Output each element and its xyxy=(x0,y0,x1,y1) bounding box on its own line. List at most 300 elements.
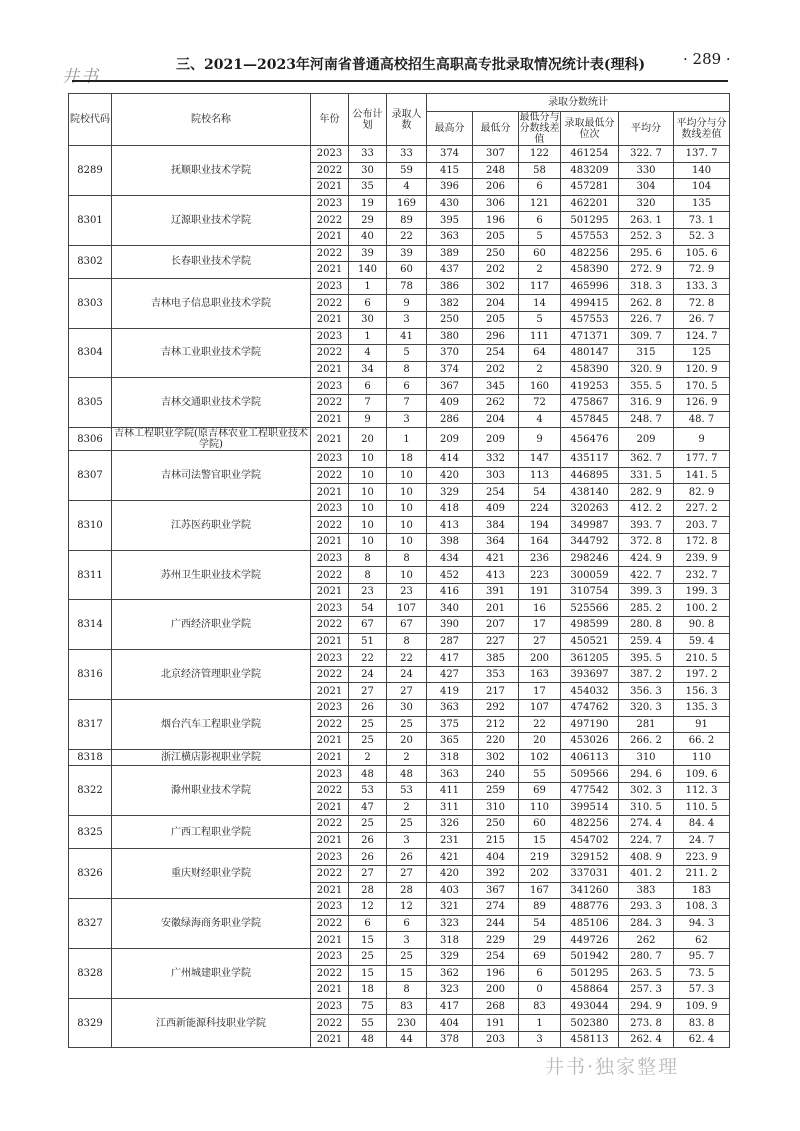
col-avg-diff: 平均分与分数线差值 xyxy=(674,112,730,146)
cell-diff: 223 xyxy=(519,567,561,584)
cell-diff: 194 xyxy=(519,517,561,534)
table-row xyxy=(69,278,730,295)
cell-diff: 6 xyxy=(519,965,561,982)
cell-avg: 393. 7 xyxy=(619,517,674,534)
cell-diff: 69 xyxy=(519,948,561,965)
cell-admitted: 25 xyxy=(387,948,427,965)
cell-min: 345 xyxy=(473,378,519,395)
cell-max: 409 xyxy=(427,394,473,411)
school-code: 8289 xyxy=(69,146,112,196)
cell-max: 390 xyxy=(427,617,473,634)
table-row xyxy=(69,998,730,1015)
cell-rank: 438140 xyxy=(561,484,619,501)
cell-avg: 310 xyxy=(619,749,674,766)
cell-min: 204 xyxy=(473,295,519,312)
cell-plan: 8 xyxy=(349,550,387,567)
cell-avg: 309. 7 xyxy=(619,328,674,345)
cell-avg-diff: 120. 9 xyxy=(674,361,730,378)
cell-min: 307 xyxy=(473,146,519,163)
cell-min: 421 xyxy=(473,550,519,567)
school-name: 抚顺职业技术学院 xyxy=(112,146,311,196)
cell-avg-diff: 9 xyxy=(674,428,730,451)
cell-min: 296 xyxy=(473,328,519,345)
cell-avg-diff: 59. 4 xyxy=(674,633,730,650)
cell-admitted: 60 xyxy=(387,262,427,279)
cell-min: 292 xyxy=(473,700,519,717)
cell-year: 2022 xyxy=(311,162,349,179)
cell-max: 365 xyxy=(427,733,473,750)
cell-admitted: 27 xyxy=(387,865,427,882)
cell-min: 204 xyxy=(473,411,519,428)
cell-rank: 462201 xyxy=(561,195,619,212)
cell-rank: 501942 xyxy=(561,948,619,965)
table-row xyxy=(69,500,730,517)
cell-max: 370 xyxy=(427,345,473,362)
cell-diff: 4 xyxy=(519,411,561,428)
cell-max: 380 xyxy=(427,328,473,345)
cell-max: 417 xyxy=(427,650,473,667)
table-row xyxy=(69,849,730,866)
cell-max: 403 xyxy=(427,882,473,899)
cell-admitted: 20 xyxy=(387,733,427,750)
cell-plan: 10 xyxy=(349,534,387,551)
cell-admitted: 10 xyxy=(387,517,427,534)
cell-diff: 72 xyxy=(519,394,561,411)
cell-plan: 8 xyxy=(349,567,387,584)
cell-rank: 465996 xyxy=(561,278,619,295)
cell-avg: 273. 8 xyxy=(619,1015,674,1032)
cell-min: 201 xyxy=(473,600,519,617)
cell-plan: 30 xyxy=(349,311,387,328)
cell-plan: 10 xyxy=(349,484,387,501)
cell-min: 353 xyxy=(473,666,519,683)
cell-year: 2021 xyxy=(311,932,349,949)
table-row xyxy=(69,700,730,717)
cell-max: 231 xyxy=(427,832,473,849)
cell-min: 302 xyxy=(473,749,519,766)
cell-avg-diff: 73. 5 xyxy=(674,965,730,982)
cell-avg: 263. 5 xyxy=(619,965,674,982)
cell-min: 409 xyxy=(473,500,519,517)
col-stats-group: 录取分数统计 xyxy=(427,94,730,112)
cell-avg-diff: 108. 3 xyxy=(674,899,730,916)
cell-max: 329 xyxy=(427,484,473,501)
cell-rank: 502380 xyxy=(561,1015,619,1032)
school-code: 8310 xyxy=(69,500,112,550)
school-code: 8314 xyxy=(69,600,112,650)
table-row xyxy=(69,749,730,766)
cell-avg-diff: 211. 2 xyxy=(674,865,730,882)
cell-avg: 320 xyxy=(619,195,674,212)
cell-admitted: 25 xyxy=(387,716,427,733)
cell-max: 318 xyxy=(427,749,473,766)
cell-rank: 493044 xyxy=(561,998,619,1015)
school-name: 北京经济管理职业学院 xyxy=(112,650,311,700)
cell-plan: 15 xyxy=(349,965,387,982)
cell-diff: 54 xyxy=(519,484,561,501)
cell-min: 250 xyxy=(473,816,519,833)
school-name: 吉林司法警官职业学院 xyxy=(112,451,311,501)
cell-min: 254 xyxy=(473,345,519,362)
cell-plan: 26 xyxy=(349,700,387,717)
cell-max: 386 xyxy=(427,278,473,295)
cell-max: 363 xyxy=(427,228,473,245)
cell-avg-diff: 24. 7 xyxy=(674,832,730,849)
cell-rank: 497190 xyxy=(561,716,619,733)
cell-rank: 499415 xyxy=(561,295,619,312)
cell-rank: 435117 xyxy=(561,451,619,468)
cell-max: 419 xyxy=(427,683,473,700)
cell-max: 434 xyxy=(427,550,473,567)
cell-rank: 454702 xyxy=(561,832,619,849)
cell-avg: 252. 3 xyxy=(619,228,674,245)
cell-min: 302 xyxy=(473,278,519,295)
cell-year: 2021 xyxy=(311,311,349,328)
cell-max: 420 xyxy=(427,865,473,882)
school-name: 广西工程职业学院 xyxy=(112,816,311,849)
cell-admitted: 25 xyxy=(387,816,427,833)
cell-admitted: 59 xyxy=(387,162,427,179)
cell-diff: 60 xyxy=(519,245,561,262)
cell-admitted: 67 xyxy=(387,617,427,634)
cell-admitted: 12 xyxy=(387,899,427,916)
cell-admitted: 8 xyxy=(387,361,427,378)
cell-min: 203 xyxy=(473,1031,519,1048)
cell-max: 396 xyxy=(427,179,473,196)
table-row xyxy=(69,766,730,783)
school-name: 江苏医药职业学院 xyxy=(112,500,311,550)
cell-rank: 525566 xyxy=(561,600,619,617)
cell-admitted: 10 xyxy=(387,467,427,484)
cell-avg-diff: 137. 7 xyxy=(674,146,730,163)
cell-avg-diff: 124. 7 xyxy=(674,328,730,345)
cell-diff: 163 xyxy=(519,666,561,683)
cell-avg-diff: 112. 3 xyxy=(674,782,730,799)
cell-diff: 22 xyxy=(519,716,561,733)
cell-avg: 224. 7 xyxy=(619,832,674,849)
cell-avg: 294. 6 xyxy=(619,766,674,783)
page-title: 三、2021—2023年河南省普通高校招生高职高专批录取情况统计表(理科) xyxy=(176,57,646,73)
cell-avg: 262 xyxy=(619,932,674,949)
cell-admitted: 28 xyxy=(387,882,427,899)
cell-admitted: 53 xyxy=(387,782,427,799)
cell-avg: 356. 3 xyxy=(619,683,674,700)
cell-max: 452 xyxy=(427,567,473,584)
cell-admitted: 9 xyxy=(387,295,427,312)
cell-min: 303 xyxy=(473,467,519,484)
cell-avg: 372. 8 xyxy=(619,534,674,551)
cell-avg-diff: 57. 3 xyxy=(674,982,730,999)
cell-year: 2022 xyxy=(311,617,349,634)
school-name: 吉林电子信息职业技术学院 xyxy=(112,278,311,328)
cell-year: 2021 xyxy=(311,262,349,279)
cell-diff: 219 xyxy=(519,849,561,866)
cell-max: 378 xyxy=(427,1031,473,1048)
cell-min: 244 xyxy=(473,915,519,932)
cell-max: 411 xyxy=(427,782,473,799)
cell-avg-diff: 91 xyxy=(674,716,730,733)
cell-diff: 27 xyxy=(519,633,561,650)
cell-diff: 89 xyxy=(519,899,561,916)
cell-rank: 449726 xyxy=(561,932,619,949)
cell-admitted: 10 xyxy=(387,567,427,584)
school-code: 8305 xyxy=(69,378,112,428)
cell-year: 2022 xyxy=(311,345,349,362)
table-row xyxy=(69,816,730,833)
cell-avg-diff: 84. 4 xyxy=(674,816,730,833)
cell-max: 389 xyxy=(427,245,473,262)
table-row xyxy=(69,328,730,345)
cell-avg: 362. 7 xyxy=(619,451,674,468)
cell-rank: 454032 xyxy=(561,683,619,700)
cell-rank: 419253 xyxy=(561,378,619,395)
cell-admitted: 23 xyxy=(387,583,427,600)
cell-avg-diff: 156. 3 xyxy=(674,683,730,700)
cell-admitted: 6 xyxy=(387,378,427,395)
cell-plan: 19 xyxy=(349,195,387,212)
cell-min: 332 xyxy=(473,451,519,468)
cell-plan: 40 xyxy=(349,228,387,245)
cell-plan: 55 xyxy=(349,1015,387,1032)
cell-rank: 456476 xyxy=(561,428,619,451)
cell-rank: 458390 xyxy=(561,262,619,279)
cell-diff: 55 xyxy=(519,766,561,783)
cell-year: 2021 xyxy=(311,799,349,816)
cell-rank: 458864 xyxy=(561,982,619,999)
cell-year: 2021 xyxy=(311,733,349,750)
admission-stats-table xyxy=(68,93,730,1048)
cell-min: 248 xyxy=(473,162,519,179)
cell-rank: 488776 xyxy=(561,899,619,916)
cell-plan: 15 xyxy=(349,932,387,949)
cell-min: 200 xyxy=(473,982,519,999)
cell-diff: 107 xyxy=(519,700,561,717)
cell-year: 2021 xyxy=(311,1031,349,1048)
cell-avg-diff: 227. 2 xyxy=(674,500,730,517)
cell-avg: 387. 2 xyxy=(619,666,674,683)
school-name: 吉林工程职业学院(原吉林农业工程职业技术学院) xyxy=(112,428,311,451)
cell-avg: 284. 3 xyxy=(619,915,674,932)
cell-admitted: 5 xyxy=(387,345,427,362)
cell-plan: 12 xyxy=(349,899,387,916)
cell-min: 202 xyxy=(473,262,519,279)
cell-min: 212 xyxy=(473,716,519,733)
cell-plan: 22 xyxy=(349,650,387,667)
cell-min: 254 xyxy=(473,484,519,501)
cell-max: 250 xyxy=(427,311,473,328)
cell-avg: 272. 9 xyxy=(619,262,674,279)
table-row xyxy=(69,451,730,468)
cell-avg-diff: 110. 5 xyxy=(674,799,730,816)
school-name: 滁州职业技术学院 xyxy=(112,766,311,816)
cell-rank: 457553 xyxy=(561,228,619,245)
cell-rank: 458113 xyxy=(561,1031,619,1048)
cell-avg: 302. 3 xyxy=(619,782,674,799)
cell-avg: 310. 5 xyxy=(619,799,674,816)
cell-rank: 498599 xyxy=(561,617,619,634)
col-avg: 平均分 xyxy=(619,112,674,146)
cell-year: 2023 xyxy=(311,998,349,1015)
cell-rank: 337031 xyxy=(561,865,619,882)
cell-admitted: 3 xyxy=(387,311,427,328)
cell-plan: 25 xyxy=(349,816,387,833)
cell-admitted: 169 xyxy=(387,195,427,212)
cell-admitted: 8 xyxy=(387,550,427,567)
cell-admitted: 78 xyxy=(387,278,427,295)
cell-year: 2023 xyxy=(311,600,349,617)
col-diff: 最低分与分数线差值 xyxy=(519,112,560,145)
cell-year: 2022 xyxy=(311,716,349,733)
cell-max: 413 xyxy=(427,517,473,534)
cell-max: 382 xyxy=(427,295,473,312)
cell-year: 2023 xyxy=(311,766,349,783)
col-plan: 公布计划 xyxy=(349,94,387,146)
cell-rank: 393697 xyxy=(561,666,619,683)
cell-avg-diff: 140 xyxy=(674,162,730,179)
cell-min: 217 xyxy=(473,683,519,700)
cell-rank: 483209 xyxy=(561,162,619,179)
cell-year: 2023 xyxy=(311,146,349,163)
cell-year: 2023 xyxy=(311,948,349,965)
cell-rank: 471371 xyxy=(561,328,619,345)
cell-min: 385 xyxy=(473,650,519,667)
cell-min: 259 xyxy=(473,782,519,799)
cell-plan: 1 xyxy=(349,328,387,345)
cell-year: 2021 xyxy=(311,411,349,428)
cell-diff: 167 xyxy=(519,882,561,899)
cell-rank: 310754 xyxy=(561,583,619,600)
cell-min: 196 xyxy=(473,212,519,229)
cell-avg-diff: 94. 3 xyxy=(674,915,730,932)
cell-avg-diff: 177. 7 xyxy=(674,451,730,468)
cell-admitted: 22 xyxy=(387,228,427,245)
table-row xyxy=(69,948,730,965)
cell-rank: 450521 xyxy=(561,633,619,650)
cell-admitted: 4 xyxy=(387,179,427,196)
cell-min: 220 xyxy=(473,733,519,750)
cell-admitted: 24 xyxy=(387,666,427,683)
cell-rank: 300059 xyxy=(561,567,619,584)
school-code: 8322 xyxy=(69,766,112,816)
cell-plan: 25 xyxy=(349,733,387,750)
school-name: 吉林工业职业技术学院 xyxy=(112,328,311,378)
cell-plan: 27 xyxy=(349,683,387,700)
cell-min: 202 xyxy=(473,361,519,378)
cell-avg-diff: 104 xyxy=(674,179,730,196)
col-name: 院校名称 xyxy=(112,94,311,146)
cell-avg: 355. 5 xyxy=(619,378,674,395)
cell-rank: 477542 xyxy=(561,782,619,799)
cell-admitted: 230 xyxy=(387,1015,427,1032)
cell-diff: 83 xyxy=(519,998,561,1015)
cell-plan: 10 xyxy=(349,500,387,517)
col-admitted: 录取人数 xyxy=(387,94,427,146)
cell-admitted: 107 xyxy=(387,600,427,617)
cell-avg: 294. 9 xyxy=(619,998,674,1015)
cell-plan: 30 xyxy=(349,162,387,179)
cell-rank: 399514 xyxy=(561,799,619,816)
school-name: 苏州卫生职业技术学院 xyxy=(112,550,311,600)
footer-watermark: 井书·独家整理 xyxy=(545,1056,680,1078)
table-row xyxy=(69,378,730,395)
cell-min: 384 xyxy=(473,517,519,534)
cell-rank: 361205 xyxy=(561,650,619,667)
cell-rank: 509566 xyxy=(561,766,619,783)
cell-diff: 111 xyxy=(519,328,561,345)
cell-max: 321 xyxy=(427,899,473,916)
cell-diff: 110 xyxy=(519,799,561,816)
col-rank: 录取最低分位次 xyxy=(561,112,619,146)
cell-avg: 257. 3 xyxy=(619,982,674,999)
cell-admitted: 3 xyxy=(387,411,427,428)
cell-avg: 293. 3 xyxy=(619,899,674,916)
header-rule xyxy=(72,80,728,82)
school-name: 烟台汽车工程职业学院 xyxy=(112,700,311,750)
cell-min: 205 xyxy=(473,311,519,328)
cell-year: 2022 xyxy=(311,517,349,534)
cell-plan: 140 xyxy=(349,262,387,279)
cell-avg-diff: 66. 2 xyxy=(674,733,730,750)
cell-avg-diff: 26. 7 xyxy=(674,311,730,328)
cell-year: 2022 xyxy=(311,212,349,229)
cell-avg: 226. 7 xyxy=(619,311,674,328)
school-name: 江西新能源科技职业学院 xyxy=(112,998,311,1048)
cell-max: 427 xyxy=(427,666,473,683)
cell-avg: 281 xyxy=(619,716,674,733)
cell-avg-diff: 197. 2 xyxy=(674,666,730,683)
school-name: 重庆财经职业学院 xyxy=(112,849,311,899)
cell-avg-diff: 110 xyxy=(674,749,730,766)
cell-max: 287 xyxy=(427,633,473,650)
col-min: 最低分 xyxy=(473,112,519,146)
cell-diff: 20 xyxy=(519,733,561,750)
cell-admitted: 8 xyxy=(387,633,427,650)
cell-min: 404 xyxy=(473,849,519,866)
cell-avg-diff: 210. 5 xyxy=(674,650,730,667)
cell-avg: 315 xyxy=(619,345,674,362)
cell-rank: 475867 xyxy=(561,394,619,411)
cell-plan: 35 xyxy=(349,179,387,196)
cell-avg: 422. 7 xyxy=(619,567,674,584)
cell-plan: 53 xyxy=(349,782,387,799)
cell-max: 340 xyxy=(427,600,473,617)
cell-year: 2023 xyxy=(311,451,349,468)
table-row xyxy=(69,146,730,163)
school-code: 8326 xyxy=(69,849,112,899)
cell-plan: 2 xyxy=(349,749,387,766)
cell-admitted: 83 xyxy=(387,998,427,1015)
cell-rank: 485106 xyxy=(561,915,619,932)
cell-plan: 23 xyxy=(349,583,387,600)
cell-avg: 412. 2 xyxy=(619,500,674,517)
cell-max: 367 xyxy=(427,378,473,395)
cell-plan: 6 xyxy=(349,915,387,932)
school-code: 8301 xyxy=(69,195,112,245)
cell-admitted: 44 xyxy=(387,1031,427,1048)
school-name: 广州城建职业学院 xyxy=(112,948,311,998)
cell-rank: 474762 xyxy=(561,700,619,717)
cell-rank: 446895 xyxy=(561,467,619,484)
cell-avg-diff: 203. 7 xyxy=(674,517,730,534)
cell-plan: 33 xyxy=(349,146,387,163)
table-row xyxy=(69,195,730,212)
cell-rank: 457845 xyxy=(561,411,619,428)
cell-diff: 5 xyxy=(519,228,561,245)
cell-min: 206 xyxy=(473,179,519,196)
cell-avg-diff: 135 xyxy=(674,195,730,212)
cell-avg-diff: 62. 4 xyxy=(674,1031,730,1048)
cell-year: 2023 xyxy=(311,550,349,567)
